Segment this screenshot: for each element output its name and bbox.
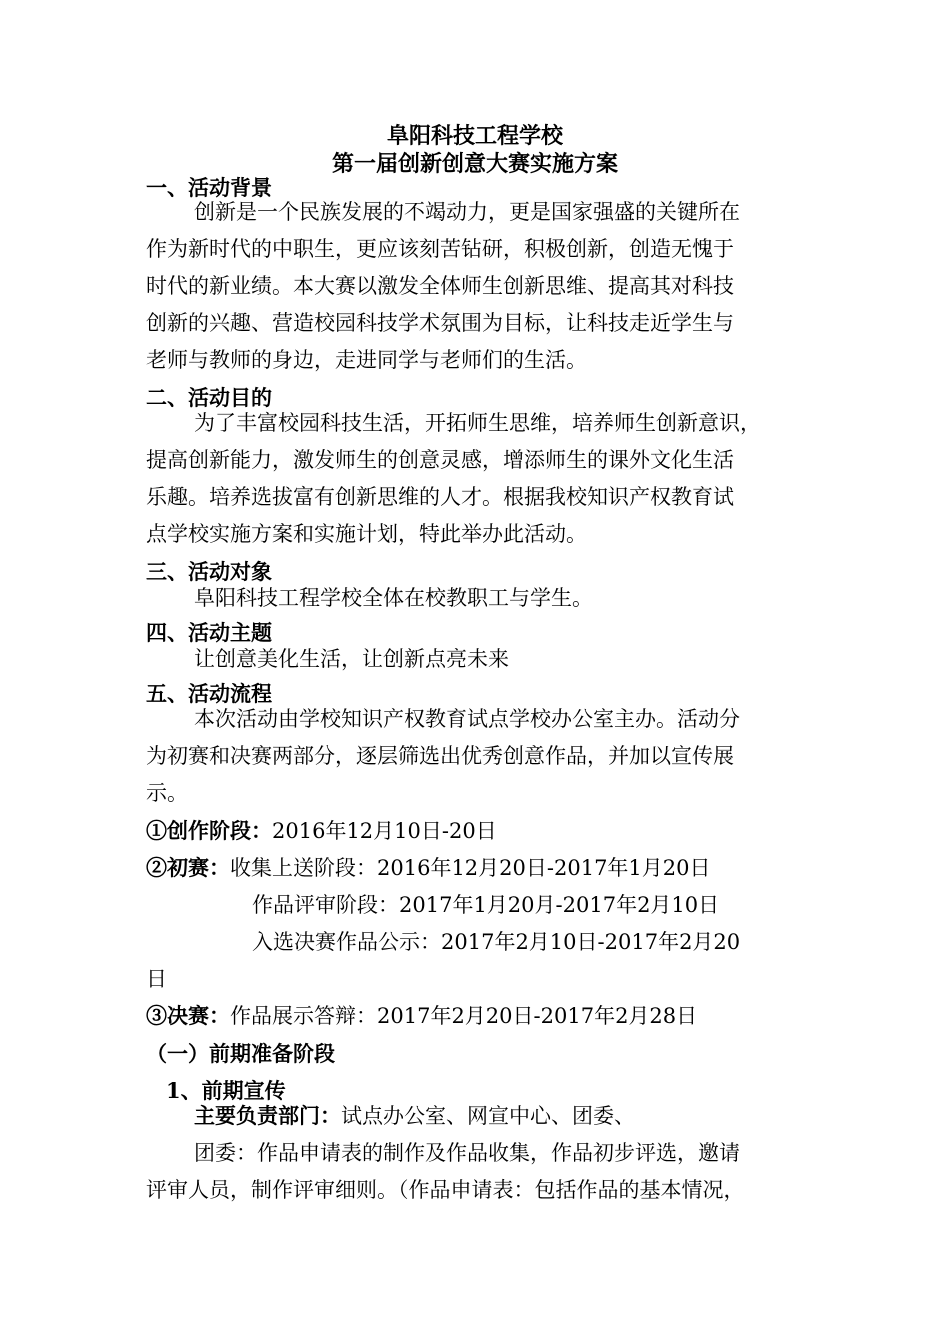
paragraph-line: 老师与教师的身边，走进同学与老师们的生活。 xyxy=(146,348,587,372)
section-heading-theme: 四、活动主题 xyxy=(146,620,272,645)
paragraph-line: 本次活动由学校知识产权教育试点学校办公室主办。活动分 xyxy=(194,707,740,731)
stage-final xyxy=(146,1003,697,1029)
paragraph-line: 评审人员，制作评审细则。（作品申请表：包括作品的基本情况， xyxy=(146,1178,745,1202)
stage-date: 收集上送阶段：2016年12月20日-2017年1月20日 xyxy=(230,856,711,880)
paragraph-line: 乐趣。培养选拔富有创新思维的人才。根据我校知识产权教育试 xyxy=(146,485,734,509)
paragraph-line: 创新是一个民族发展的不竭动力，更是国家强盛的关键所在 xyxy=(194,200,740,224)
stage-date: 作品展示答辩：2017年2月20日-2017年2月28日 xyxy=(230,1004,698,1028)
section-heading-target: 三、活动对象 xyxy=(146,559,272,584)
paragraph-line: 让创意美化生活，让创新点亮未来 xyxy=(194,647,509,671)
paragraph-line: 时代的新业绩。本大赛以激发全体师生创新思维、提高其对科技 xyxy=(146,274,734,298)
stage-date: 作品评审阶段：2017年1月20月-2017年2月10日 xyxy=(252,893,720,917)
stage-label: ②初赛： xyxy=(146,855,230,880)
stage-date: 日 xyxy=(146,967,167,991)
dept-label: 主要负责部门： xyxy=(194,1103,341,1128)
subsection-heading-preparation: （一）前期准备阶段 xyxy=(146,1041,335,1066)
paragraph-line: 为初赛和决赛两部分，逐层筛选出优秀创意作品，并加以宣传展 xyxy=(146,744,734,768)
document-title: 阜阳科技工程学校 xyxy=(386,123,563,149)
stage-preliminary xyxy=(146,855,711,881)
stage-label: ③决赛： xyxy=(146,1003,230,1028)
stage-date: 2016年12月10日-20日 xyxy=(272,819,497,843)
section-heading-background: 一、活动背景 xyxy=(146,175,272,200)
stage-date: 入选决赛作品公示：2017年2月10日-2017年2月20 xyxy=(252,930,741,954)
section-heading-purpose: 二、活动目的 xyxy=(146,385,272,410)
responsible-departments xyxy=(194,1103,635,1129)
dept-list: 试点办公室、网宣中心、团委、 xyxy=(341,1104,635,1128)
paragraph-line: 团委：作品申请表的制作及作品收集，作品初步评选，邀请 xyxy=(194,1141,740,1165)
section-heading-process: 五、活动流程 xyxy=(146,681,272,706)
document-subtitle: 第一届创新创意大赛实施方案 xyxy=(331,151,618,177)
paragraph-line: 为了丰富校园科技生活，开拓师生思维，培养师生创新意识， xyxy=(194,411,761,435)
paragraph-line: 点学校实施方案和实施计划，特此举办此活动。 xyxy=(146,522,587,546)
stage-creation xyxy=(146,818,497,844)
item-heading-publicity: 1、前期宣传 xyxy=(166,1078,286,1103)
paragraph-line: 阜阳科技工程学校全体在校教职工与学生。 xyxy=(194,586,593,610)
paragraph-line: 提高创新能力，激发师生的创意灵感，增添师生的课外文化生活 xyxy=(146,448,734,472)
paragraph-line: 示。 xyxy=(146,781,188,805)
paragraph-line: 作为新时代的中职生，更应该刻苦钻研，积极创新，创造无愧于 xyxy=(146,237,734,261)
stage-label: ①创作阶段： xyxy=(146,818,272,843)
paragraph-line: 创新的兴趣、营造校园科技学术氛围为目标，让科技走近学生与 xyxy=(146,311,734,335)
